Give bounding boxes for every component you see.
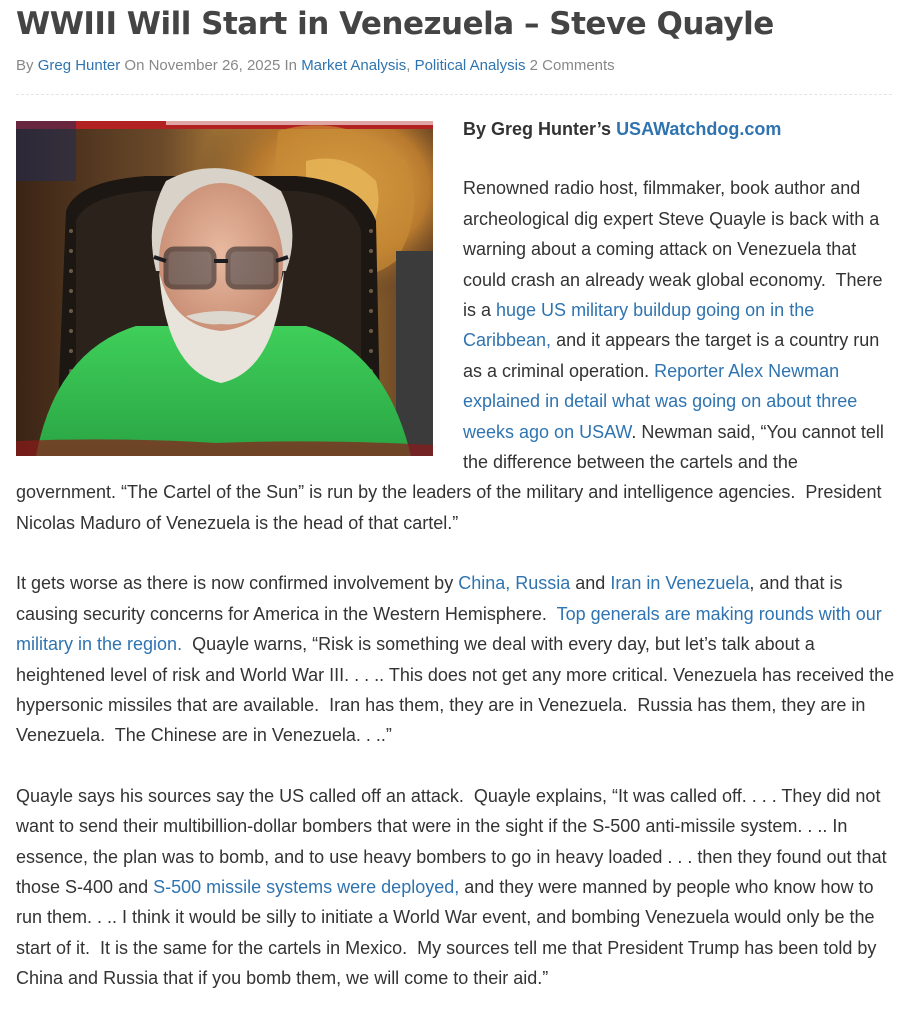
p1-text-2: and it appears the target is a country run as a criminal operation. [463,330,880,381]
page-title: WWIII Will Start in Venezuela – Steve Quayle [16,6,774,42]
p2-text-1: It gets worse as there is now confirmed involvement by [16,573,459,594]
meta-date: On November 26, 2025 In [124,57,298,74]
article-body [16,114,896,1024]
usawatchdog-link[interactable]: USAWatchdog.com [616,119,782,139]
comments-link[interactable]: 2 Comments [529,57,615,74]
p1-link-military-buildup[interactable]: huge US military buildup going on in the Caribbean, [463,300,815,351]
p3-text-1: Quayle says his sources say the US called off an attack. Quayle explains, “It was called off. . . . They did not want to send their multibillion-dollar bombers that were in the sight if the S-500 anti-missile system. . .. In essence, the plan was to bomb, and to use heavy bombers to go in heavy loaded . . . then they found out that those S-400 and [16,785,887,897]
meta-by: By [16,57,34,74]
paragraph-3 [16,781,896,994]
p2-text-4: Quayle warns, “Risk is something we deal with every day, but let’s talk about a heightened level of risk and World War III. . . .. This does not get any more critical. Venezuela has received the hypersonic missiles that are available. Iran has them, they are in Venezuela. Russia has them, they are in Venezuela. The Chinese are in Venezuela. . ..” [16,634,895,746]
header-divider [16,94,892,95]
byline-prefix: By Greg Hunter’s [463,119,612,139]
meta-separator: , [406,57,411,74]
p2-link-china-russia[interactable]: China, Russia [458,573,571,594]
p1-link-alex-newman[interactable]: Reporter Alex Newman explained in detail what was going on about three weeks ago on USAW [463,360,858,442]
category-link-market-analysis[interactable]: Market Analysis [301,57,407,74]
p3-text-2: and they were manned by people who know how to run them. . .. I think it would be silly to initiate a World War event, and bombing Venezuela would only be the start of it. It is the same for the cartels in Mexico. My sources tell me that President Trump has been told by China and Russia that if you bomb them, we will come to their aid.” [16,876,877,989]
steve-quayle-photo [16,121,433,456]
p1-text-1: Renowned radio host, filmmaker, book author and archeological dig expert Steve Quayle is back with a warning about a coming attack on Venezuela that could crash an already weak global economy. There is a [463,178,883,321]
portrait-image [16,121,433,456]
p2-link-top-generals[interactable]: Top generals are making rounds with our military in the region. [16,603,882,655]
post-meta [16,56,615,76]
p1-text-3: . Newman said, “You cannot tell the difference between the cartels and the government. “The Cartel of the Sun” is run by the leaders of the military and intelligence agencies. President Nicolas Maduro of Venezuela is the head of that cartel.” [16,421,884,533]
paragraph-2 [16,568,896,750]
category-link-political-analysis[interactable]: Political Analysis [414,57,526,74]
author-link[interactable]: Greg Hunter [37,57,121,74]
p2-link-iran-venezuela[interactable]: Iran in Venezuela [610,573,750,594]
p2-text-3: , and that is causing security concerns for America in the Western Hemisphere. [16,573,843,624]
p2-text-2: and [570,573,611,594]
p3-link-s500[interactable]: S-500 missile systems were deployed, [153,876,460,897]
